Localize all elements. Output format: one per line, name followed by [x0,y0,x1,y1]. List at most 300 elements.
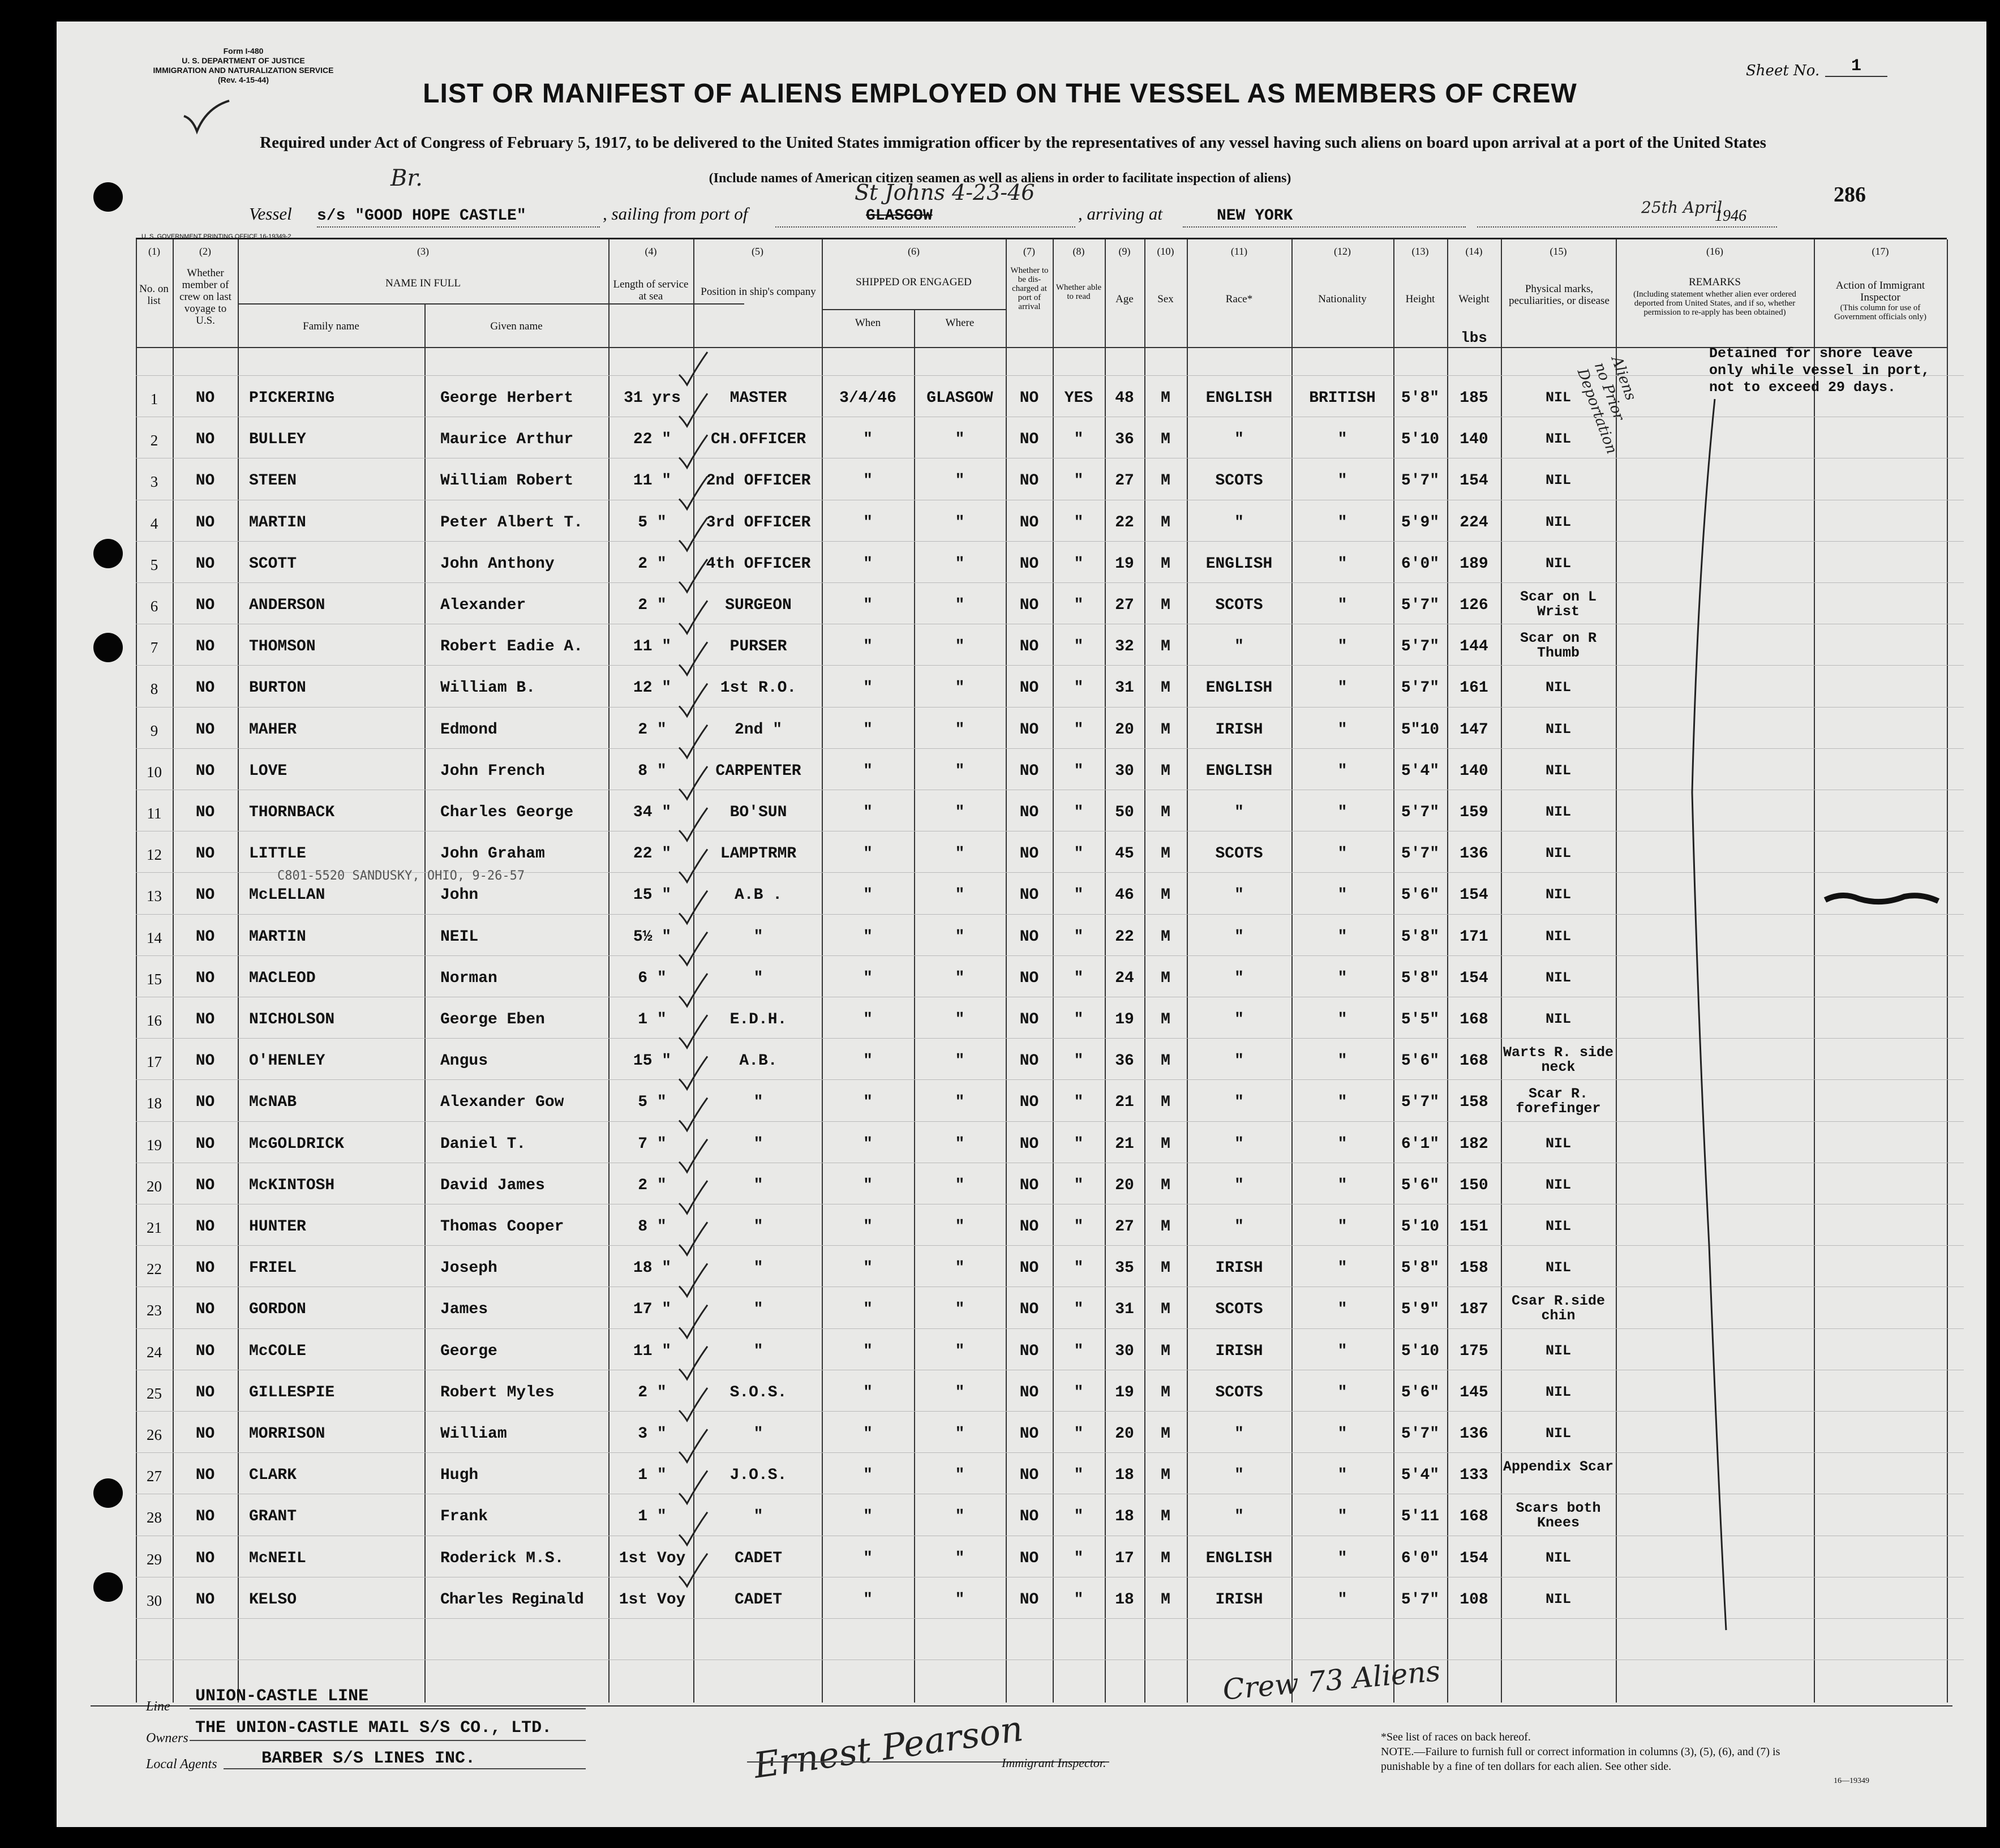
cell-nat: " [1337,1052,1347,1070]
cell-where: " [955,472,965,490]
cell-family: GORDON [249,1301,306,1319]
cell-nat: " [1337,555,1347,573]
cell-age: 36 [1115,1052,1134,1070]
owners-label: Owners [146,1731,188,1746]
cell-given: Maurice Arthur [440,431,574,449]
punch-hole [93,1572,123,1602]
cell-weight: 159 [1460,804,1488,821]
header-weight: Weight [1458,293,1490,305]
col-number: (7) [1023,246,1035,257]
cell-weight: 108 [1460,1590,1488,1609]
cell-marks: NIL [1545,555,1571,572]
arriving-label: , arriving at [1078,204,1162,224]
cell-age: 20 [1115,721,1134,739]
cell-no: 30 [147,1592,162,1609]
service: IMMIGRATION AND NATURALIZATION SERVICE [153,66,334,75]
cell-given: John Graham [440,845,545,863]
cell-disch: NO [1019,721,1039,739]
cell-prev: NO [195,1425,215,1443]
cell-weight: 161 [1460,679,1488,697]
cell-position: CARPENTER [715,762,801,780]
cell-weight: 185 [1460,389,1488,407]
cell-age: 21 [1115,1135,1134,1153]
cell-given: Norman [440,969,497,987]
cell-disch: NO [1019,928,1039,946]
cell-read: " [1074,1011,1084,1028]
cell-position: " [753,1425,763,1443]
cell-weight: 158 [1460,1094,1488,1112]
header-height: Height [1405,293,1435,305]
cell-age: 35 [1115,1259,1134,1277]
cell-given: Daniel T. [440,1135,526,1153]
cell-where: " [955,513,965,531]
cell-disch: NO [1019,597,1039,614]
cell-marks: NIL [1545,1218,1571,1234]
cell-weight: 150 [1460,1176,1488,1194]
cell-sex: M [1161,1467,1170,1485]
col-number: (6) [908,246,920,257]
cell-marks: NIL [1545,1176,1571,1193]
cell-age: 24 [1115,969,1134,987]
cell-age: 20 [1115,1176,1134,1194]
cell-position: 4th OFFICER [706,555,811,573]
cell-service: 1st Voy [619,1590,686,1609]
header-length-service: Length of service at sea [613,278,689,302]
cell-service: 22 " [633,845,672,863]
cell-service: 11 " [633,1342,672,1360]
punch-hole [93,633,123,662]
cell-marks: Appendix Scar [1503,1459,1614,1476]
cell-race: " [1234,1218,1244,1236]
cell-when: " [863,1508,873,1526]
cell-prev: NO [195,1467,215,1485]
cell-position: CADET [734,1549,782,1567]
cell-disch: NO [1019,1259,1039,1277]
agents-value: BARBER S/S LINES INC. [261,1749,476,1768]
cell-sex: M [1161,1011,1170,1028]
cell-race: " [1234,431,1244,449]
cell-race: SCOTS [1215,472,1263,490]
cell-disch: NO [1019,555,1039,573]
punch-hole [93,1478,123,1508]
cell-no: 2 [150,432,158,449]
form-code: 16—19349 [1834,1777,1869,1785]
cell-disch: NO [1019,1176,1039,1194]
cell-race: SCOTS [1215,845,1263,863]
cell-when: " [863,1011,873,1028]
cell-family: McGOLDRICK [249,1135,345,1153]
cell-height: 5'9" [1401,513,1440,531]
cell-prev: NO [195,431,215,449]
cell-height: 5'7" [1401,597,1440,614]
cell-nat: " [1337,1383,1347,1401]
port-struck: GLASGOW [866,207,933,225]
cell-position: MASTER [729,389,787,407]
cell-prev: NO [195,928,215,946]
table-bottom-line [91,1705,1952,1706]
cell-family: CLARK [249,1467,297,1485]
cell-service: 31 yrs [624,389,681,407]
cell-where: " [955,845,965,863]
cell-where: " [955,1301,965,1319]
cell-service: 2 " [638,597,667,614]
line-underline [190,1708,586,1709]
cell-sex: M [1161,1259,1170,1277]
cell-disch: NO [1019,1549,1039,1567]
cell-no: 8 [150,680,158,698]
cell-position: " [753,1508,763,1526]
cell-where: " [955,1342,965,1360]
col-number: (16) [1706,246,1723,257]
cell-family: THOMSON [249,638,316,656]
cell-given: Hugh [440,1467,479,1485]
cell-height: 5'6" [1401,1176,1440,1194]
cell-position: A.B . [734,886,782,904]
header-race: Race* [1225,293,1253,305]
cell-no: 20 [147,1177,162,1195]
cell-no: 17 [147,1053,162,1071]
cell-prev: NO [195,1011,215,1028]
cell-disch: NO [1019,1135,1039,1153]
cell-disch: NO [1019,1508,1039,1526]
cell-where: " [955,1467,965,1485]
crew-count-handwritten: Crew 73 Aliens [1221,1654,1442,1706]
cell-weight: 189 [1460,555,1488,573]
cell-family: MARTIN [249,928,306,946]
cell-sex: M [1161,597,1170,614]
cell-service: 2 " [638,1176,667,1194]
cell-no: 23 [147,1302,162,1319]
cell-sex: M [1161,762,1170,780]
cell-read: " [1074,886,1084,904]
cell-when: " [863,845,873,863]
cell-service: 1 " [638,1467,667,1485]
cell-race: " [1234,1011,1244,1028]
cell-age: 19 [1115,1011,1134,1028]
cell-height: 6'1" [1401,1135,1440,1153]
cell-read: YES [1064,389,1093,407]
cell-given: David James [440,1176,545,1194]
cell-sex: M [1161,1176,1170,1194]
header-sex: Sex [1157,293,1174,305]
cell-disch: NO [1019,804,1039,821]
cell-age: 19 [1115,1383,1134,1401]
cell-where: " [955,1052,965,1070]
cell-given: Joseph [440,1259,497,1277]
cell-no: 26 [147,1426,162,1443]
cell-where: " [955,1383,965,1401]
cell-prev: NO [195,1383,215,1401]
cell-disch: NO [1019,1052,1039,1070]
cell-no: 6 [150,598,158,615]
cell-family: McKINTOSH [249,1176,335,1194]
cell-no: 21 [147,1219,162,1236]
cell-age: 31 [1115,1301,1134,1319]
cell-prev: NO [195,1549,215,1567]
cell-service: 12 " [633,679,672,697]
name-subheader-divider [238,303,744,305]
cell-height: 5'6" [1401,886,1440,904]
cell-height: 5'7" [1401,638,1440,656]
cell-age: 50 [1115,804,1134,821]
cell-sex: M [1161,1135,1170,1153]
cell-race: SCOTS [1215,597,1263,614]
cell-when: " [863,1259,873,1277]
cell-height: 5'10 [1401,1218,1440,1236]
line-value: UNION-CASTLE LINE [195,1687,369,1706]
col-number: (14) [1465,246,1483,257]
cell-given: Robert Eadie A. [440,638,583,656]
owners-value: THE UNION-CASTLE MAIL S/S CO., LTD. [195,1718,552,1738]
cell-race: " [1234,928,1244,946]
cell-where: " [955,1508,965,1526]
col-number: (10) [1157,246,1174,257]
cell-marks: Scar R. forefinger [1516,1086,1601,1117]
col-line [1947,239,1948,1703]
cell-race: " [1234,1176,1244,1194]
cell-when: " [863,679,873,697]
cell-race: " [1234,969,1244,987]
cell-no: 3 [150,473,158,491]
cell-prev: NO [195,679,215,697]
cell-where: " [955,1549,965,1567]
punch-hole [93,182,123,212]
cell-family: McCOLE [249,1342,306,1360]
cell-family: McLELLAN [249,886,325,904]
header-able-read: Whether able to read [1055,283,1102,301]
cell-family: HUNTER [249,1218,306,1236]
cell-service: 5½ " [633,928,672,946]
cell-where: " [955,1590,965,1609]
cell-when: " [863,1176,873,1194]
cell-nat: " [1337,1259,1347,1277]
cell-sex: M [1161,969,1170,987]
cell-height: 5"10 [1401,721,1440,739]
cell-family: McNEIL [249,1549,306,1567]
col-number: (2) [199,246,211,257]
cell-service: 6 " [638,969,667,987]
cell-prev: NO [195,1052,215,1070]
cell-age: 46 [1115,886,1134,904]
cell-given: John Anthony [440,555,555,573]
cell-position: PURSER [729,638,787,656]
cell-service: 22 " [633,431,672,449]
cell-service: 8 " [638,762,667,780]
cell-weight: 133 [1460,1467,1488,1485]
cell-given: William B. [440,679,536,697]
cell-disch: NO [1019,1301,1039,1319]
cell-where: " [955,1135,965,1153]
cell-when: " [863,1135,873,1153]
checkmark-icon [679,352,707,1587]
col-number: (17) [1872,246,1889,257]
cell-disch: NO [1019,886,1039,904]
cell-age: 21 [1115,1094,1134,1112]
cell-position: CADET [734,1590,782,1609]
cell-service: 11 " [633,472,672,490]
manifest-table [136,238,1947,1666]
cell-sex: M [1161,1590,1170,1609]
cell-nat: " [1337,638,1347,656]
cell-nat: " [1337,886,1347,904]
header-physical-marks: Physical marks, peculiarities, or disease [1509,283,1610,307]
cell-height: 5'10 [1401,1342,1440,1360]
cell-read: " [1074,431,1084,449]
cell-read: " [1074,1301,1084,1319]
cell-sex: M [1161,1425,1170,1443]
cell-given: Thomas Cooper [440,1218,564,1236]
cell-disch: NO [1019,1342,1039,1360]
cell-given: Frank [440,1508,488,1526]
cell-height: 5'8" [1401,389,1440,407]
cell-disch: NO [1019,1218,1039,1236]
cell-position: BO'SUN [729,804,787,821]
col-number: (1) [148,246,160,257]
cell-no: 9 [150,722,158,739]
cell-family: THORNBACK [249,804,335,821]
arrival-year: 1946 [1715,207,1746,225]
cell-where: " [955,1176,965,1194]
cell-family: BURTON [249,679,306,697]
cell-service: 3 " [638,1425,667,1443]
cell-position: 2nd " [734,721,782,739]
cell-race: ENGLISH [1205,389,1273,407]
cell-marks: NIL [1545,969,1571,986]
cell-family: GILLESPIE [249,1383,335,1401]
cell-where: " [955,721,965,739]
cell-nat: " [1337,1301,1347,1319]
cell-age: 27 [1115,597,1134,614]
cell-where: " [955,1011,965,1028]
cell-nat: " [1337,472,1347,490]
checkmarks-column [662,351,724,1619]
cell-read: " [1074,1590,1084,1609]
cell-nat: " [1337,1218,1347,1236]
cell-where: " [955,762,965,780]
cell-family: ANDERSON [249,597,325,614]
owners-underline [190,1740,586,1741]
cell-weight: 126 [1460,597,1488,614]
cell-family: MORRISON [249,1425,325,1443]
header-member-last-voyage: Whether member of crew on last voyage to U.S. [179,267,231,327]
cell-when: " [863,969,873,987]
cell-age: 18 [1115,1508,1134,1526]
cell-sex: M [1161,845,1170,863]
cell-race: " [1234,638,1244,656]
col-line [424,303,426,1703]
cell-height: 5'8" [1401,969,1440,987]
cell-sex: M [1161,472,1170,490]
cell-read: " [1074,928,1084,946]
cell-when: " [863,1218,873,1236]
inspector-label: Immigrant Inspector. [1002,1756,1106,1770]
cell-position: 2nd OFFICER [706,472,811,490]
cell-marks: NIL [1545,513,1571,530]
cell-race: ENGLISH [1205,1549,1273,1567]
col-number: (5) [752,246,763,257]
cell-given: Alexander Gow [440,1094,564,1112]
cell-when: " [863,1590,873,1609]
cell-weight: 187 [1460,1301,1488,1319]
cell-disch: NO [1019,1011,1039,1028]
cell-weight: 140 [1460,431,1488,449]
cell-height: 5'4" [1401,762,1440,780]
cell-where: " [955,431,965,449]
cell-weight: 168 [1460,1011,1488,1028]
cell-race: " [1234,1094,1244,1112]
cell-where: " [955,804,965,821]
cell-read: " [1074,679,1084,697]
cell-position: E.D.H. [729,1011,787,1028]
cell-disch: NO [1019,679,1039,697]
cell-prev: NO [195,1590,215,1609]
cell-marks: NIL [1545,886,1571,903]
cell-nat: " [1337,679,1347,697]
cell-no: 13 [147,887,162,905]
cell-when: " [863,597,873,614]
cell-weight: 171 [1460,928,1488,946]
cell-nat: " [1337,1176,1347,1194]
cell-when: " [863,1467,873,1485]
cell-sex: M [1161,1052,1170,1070]
vessel-label: Vessel [249,204,292,224]
cell-race: " [1234,1467,1244,1485]
cell-marks: Scars both Knees [1516,1500,1601,1532]
punch-hole [93,539,123,568]
cell-marks: NIL [1545,472,1571,489]
cell-nat: BRITISH [1309,389,1376,407]
cell-weight: 158 [1460,1259,1488,1277]
cell-nat: " [1337,1549,1347,1567]
header-remarks: REMARKS [1689,276,1741,288]
cell-prev: NO [195,389,215,407]
cell-sex: M [1161,389,1170,407]
cell-height: 5'7" [1401,472,1440,490]
sheet-label: Sheet No. [1746,62,1820,79]
cell-when: " [863,762,873,780]
cell-prev: NO [195,555,215,573]
cell-when: " [863,1301,873,1319]
cell-family: PICKERING [249,389,335,407]
cell-given: Edmond [440,721,497,739]
cell-no: 28 [147,1509,162,1527]
cell-when: " [863,1052,873,1070]
cell-race: IRISH [1215,1590,1263,1609]
cell-position: " [753,969,763,987]
cell-read: " [1074,597,1084,614]
cell-race: " [1234,886,1244,904]
cell-given: William Robert [440,472,574,490]
col-line [238,239,239,1703]
cell-where: " [955,638,965,656]
cell-nat: " [1337,1508,1347,1526]
cell-given: John [440,886,479,904]
cell-race: ENGLISH [1205,679,1273,697]
header-action: Action of Immigrant Inspector [1835,280,1925,303]
cell-no: 15 [147,970,162,988]
cell-weight: 144 [1460,638,1488,656]
row12-annotation: C801-5520 SANDUSKY, OHIO, 9-26-57 [277,869,525,883]
vessel-underline [317,226,600,228]
cell-weight: 182 [1460,1135,1488,1153]
cell-given: NEIL [440,928,479,946]
cell-disch: NO [1019,389,1039,407]
cell-sex: M [1161,1549,1170,1567]
cell-age: 36 [1115,431,1134,449]
cell-marks: NIL [1545,928,1571,945]
cell-service: 1 " [638,1011,667,1028]
header-name-in-full: NAME IN FULL [385,277,461,289]
